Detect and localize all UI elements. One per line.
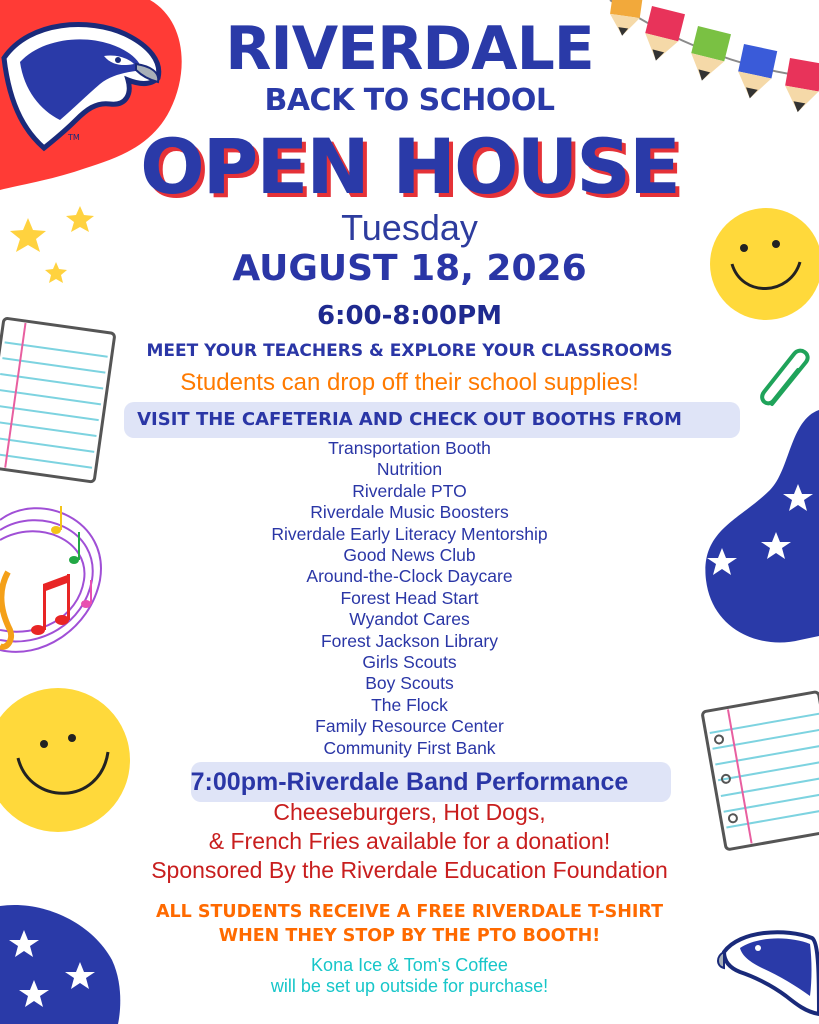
list-item: Riverdale Early Literacy Mentorship — [271, 523, 548, 544]
meet-teachers-text: MEET YOUR TEACHERS & EXPLORE YOUR CLASSROOMS — [146, 341, 673, 361]
list-item: Riverdale Music Boosters — [310, 502, 509, 523]
tshirt-line-1: ALL STUDENTS RECEIVE A FREE RIVERDALE T-SHIRT — [155, 902, 664, 922]
list-item: Family Resource Center — [315, 716, 504, 737]
event-subtitle: BACK TO SCHOOL — [264, 83, 555, 118]
sponsor-line: Sponsored By the Riverdale Education Foundation — [151, 857, 668, 883]
list-item: The Flock — [371, 694, 448, 715]
list-item: Forest Head Start — [340, 587, 479, 608]
food-line-1: Cheeseburgers, Hot Dogs, — [273, 799, 546, 825]
list-item: Girls Scouts — [362, 652, 457, 673]
tshirt-line-2: WHEN THEY STOP BY THE PTO BOOTH! — [218, 926, 601, 946]
list-item: Wyandot Cares — [349, 609, 470, 630]
list-item: Forest Jackson Library — [320, 630, 498, 651]
vendors-line-1: Kona Ice & Tom's Coffee — [311, 955, 508, 975]
event-time: 6:00-8:00PM — [316, 301, 503, 331]
list-item: Riverdale PTO — [352, 480, 467, 501]
list-item: Nutrition — [376, 459, 443, 480]
supplies-text: Students can drop off their school supplies! — [180, 369, 639, 396]
booth-list — [0, 438, 819, 759]
band-performance-text: 7:00pm-Riverdale Band Performance — [190, 768, 629, 796]
list-item: Community First Bank — [323, 737, 496, 758]
list-item: Around-the-Clock Daycare — [306, 566, 513, 587]
school-title: RIVERDALE — [225, 14, 594, 84]
event-day: Tuesday — [341, 207, 478, 248]
list-item: Boy Scouts — [365, 673, 454, 694]
event-date: AUGUST 18, 2026 — [232, 248, 587, 289]
list-item: Transportation Booth — [328, 438, 491, 458]
food-line-2: & French Fries available for a donation! — [208, 828, 611, 854]
list-item: Good News Club — [343, 545, 476, 566]
event-title: OPEN HOUSE — [140, 122, 679, 211]
visit-cafeteria-text: VISIT THE CAFETERIA AND CHECK OUT BOOTHS FROM — [137, 409, 682, 430]
trademark-mark: TM — [68, 133, 80, 142]
vendors-line-2: will be set up outside for purchase! — [270, 976, 549, 996]
